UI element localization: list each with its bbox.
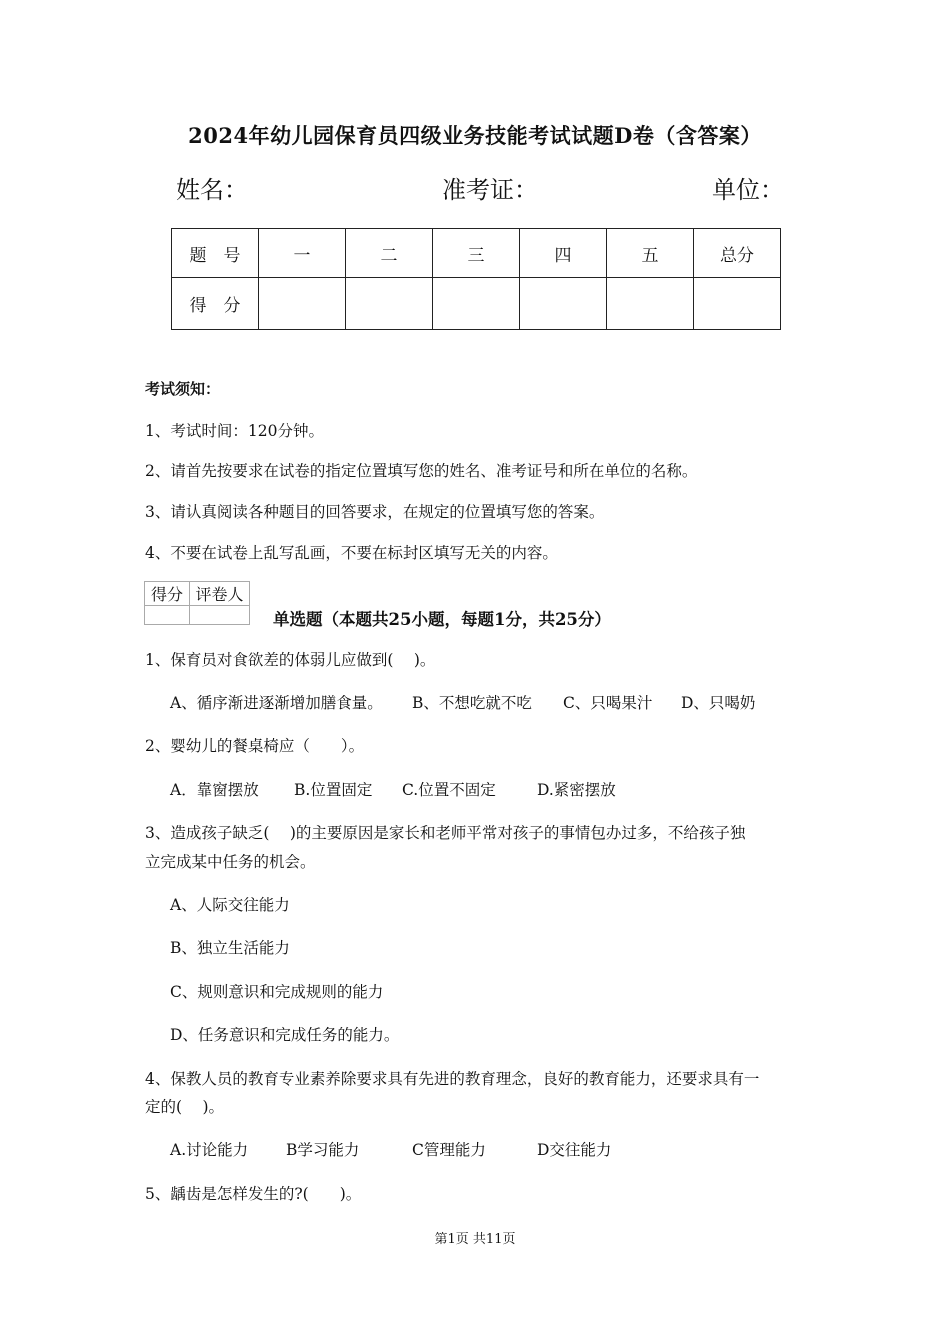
score-blank-cell [433,278,520,330]
question-option: C管理能力 [412,1141,486,1159]
notice-heading: 考试须知： [145,380,221,398]
question-stem-continued: 立完成某中任务的机会。 [145,853,316,871]
grader-score-label: 得分 [145,582,190,606]
exam-id-field-label: 准考证： [442,176,538,204]
score-blank-cell [259,278,346,330]
question-option: C.位置不固定 [402,781,496,799]
grader-blank-cell [190,606,250,625]
question-option: A、循序渐进逐渐增加膳食量。 [170,694,383,712]
score-blank-cell [346,278,433,330]
question-option: B学习能力 [286,1141,360,1159]
question-stem: 5、龋齿是怎样发生的?( )。 [145,1185,362,1203]
question-stem: 4、保教人员的教育专业素养除要求具有先进的教育理念，良好的教育能力，还要求具有一 [145,1070,760,1088]
question-stem: 1、保育员对食欲差的体弱儿应做到( )。 [145,651,436,669]
question-option: A.讨论能力 [170,1141,249,1159]
question-stem-continued: 定的( )。 [145,1098,225,1116]
score-cell: 总分 [694,229,781,278]
question-option: D、任务意识和完成任务的能力。 [170,1026,400,1044]
question-option: A、人际交往能力 [170,896,290,914]
grader-table [144,581,250,625]
question-option: D、只喝奶 [681,694,756,712]
notice-item: 1、考试时间：120分钟。 [145,422,324,440]
grader-reviewer-label: 评卷人 [190,582,250,606]
score-cell: 一 [259,229,346,278]
notice-item: 3、请认真阅读各种题目的回答要求，在规定的位置填写您的答案。 [145,503,605,521]
score-blank-cell [520,278,607,330]
document-title: 2024年幼儿园保育员四级业务技能考试试题D卷（含答案） [188,123,762,148]
score-cell: 四 [520,229,607,278]
question-option: D交往能力 [537,1141,612,1159]
score-row-label: 得 分 [172,278,259,330]
score-cell: 二 [346,229,433,278]
name-field-label: 姓名： [176,176,248,204]
page-footer: 第1页 共11页 [434,1232,516,1247]
unit-field-label: 单位： [712,176,784,204]
score-table-score-row [172,278,781,330]
score-cell: 五 [607,229,694,278]
score-table [171,228,781,330]
notice-item: 2、请首先按要求在试卷的指定位置填写您的姓名、准考证号和所在单位的名称。 [145,462,698,480]
score-blank-cell [694,278,781,330]
question-option: B、不想吃就不吃 [412,694,532,712]
score-cell: 题 号 [172,229,259,278]
question-option: A．靠窗摆放 [170,781,259,799]
question-stem: 3、造成孩子缺乏( )的主要原因是家长和老师平常对孩子的事情包办过多，不给孩子独 [145,824,746,842]
question-option: C、规则意识和完成规则的能力 [170,983,384,1001]
section-title: 单选题（本题共25小题，每题1分，共25分） [273,610,611,629]
grader-blank-cell [145,606,190,625]
score-cell: 三 [433,229,520,278]
notice-item: 4、不要在试卷上乱写乱画，不要在标封区填写无关的内容。 [145,544,558,562]
score-blank-cell [607,278,694,330]
question-option: B、独立生活能力 [170,939,290,957]
question-option: C、只喝果汁 [563,694,653,712]
question-option: B.位置固定 [294,781,373,799]
question-stem: 2、婴幼儿的餐桌椅应（ ）。 [145,737,365,755]
question-option: D.紧密摆放 [537,781,616,799]
score-table-header-row [172,229,781,278]
